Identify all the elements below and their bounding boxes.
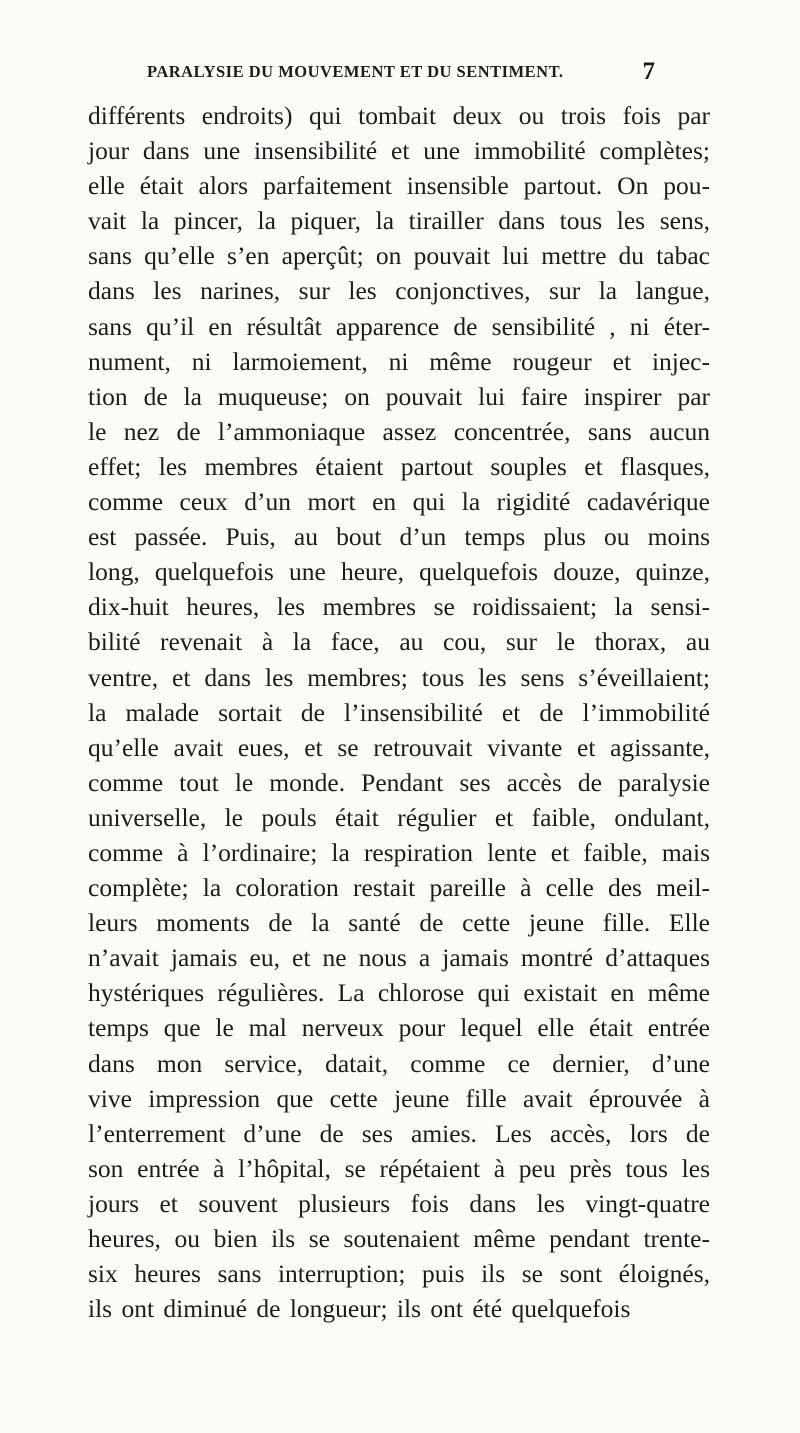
text-line: nument, ni larmoiement, ni même rougeur et injec- <box>88 346 710 376</box>
text-line: complète; la coloration restait pareille à celle des meil- <box>88 873 710 903</box>
text-line: jour dans une insensibilité et une immobilité complètes; <box>88 136 710 166</box>
text-line: comme à l’ordinaire; la respiration lente et faible, mais <box>88 837 710 867</box>
text-line: long, quelquefois une heure, quelquefois douze, quinze, <box>88 557 710 587</box>
text-line: comme tout le monde. Pendant ses accès de paralysie <box>88 767 710 797</box>
text-line: dans les narines, sur les conjonctives, sur la langue, <box>88 276 710 306</box>
text-line: sans qu’elle s’en aperçût; on pouvait lui mettre du tabac <box>88 241 710 271</box>
text-line: bilité revenait à la face, au cou, sur le thorax, au <box>88 627 710 657</box>
text-line: tion de la muqueuse; on pouvait lui faire inspirer par <box>88 381 710 411</box>
text-line: temps que le mal nerveux pour lequel elle était entrée <box>88 1013 710 1043</box>
text-line: la malade sortait de l’insensibilité et de l’immobilité <box>88 697 710 727</box>
text-line: elle était alors parfaitement insensible partout. On pou- <box>88 171 710 201</box>
text-line: effet; les membres étaient partout souples et flasques, <box>88 451 710 481</box>
text-line: qu’elle avait eues, et se retrouvait vivante et agissante, <box>88 732 710 762</box>
text-line: n’avait jamais eu, et ne nous a jamais montré d’attaques <box>88 943 710 973</box>
text-line: leurs moments de la santé de cette jeune fille. Elle <box>88 908 710 938</box>
text-line: vive impression que cette jeune fille avait éprouvée à <box>88 1083 710 1113</box>
text-line: est passée. Puis, au bout d’un temps plus ou moins <box>88 522 710 552</box>
page-number: 7 <box>642 58 655 85</box>
text-line: l’enterrement d’une de ses amies. Les accès, lors de <box>88 1118 710 1148</box>
text-line: hystériques régulières. La chlorose qui existait en même <box>88 978 710 1008</box>
text-line: son entrée à l’hôpital, se répétaient à peu près tous les <box>88 1153 710 1183</box>
running-title: PARALYSIE DU MOUVEMENT ET DU SENTIMENT. <box>147 62 564 81</box>
text-line: comme ceux d’un mort en qui la rigidité cadavérique <box>88 487 710 517</box>
text-line: ils ont diminué de longueur; ils ont été quelquefois <box>88 1294 631 1324</box>
text-line: ventre, et dans les membres; tous les sens s’éveillaient; <box>88 662 710 692</box>
text-line: jours et souvent plusieurs fois dans les vingt-quatre <box>88 1188 710 1218</box>
text-line: le nez de l’ammoniaque assez concentrée, sans aucun <box>88 416 710 446</box>
body-text <box>88 98 710 1326</box>
text-line: dans mon service, datait, comme ce dernier, d’une <box>88 1048 710 1078</box>
text-line: dix-huit heures, les membres se roidissaient; la sensi- <box>88 592 710 622</box>
text-line: heures, ou bien ils se soutenaient même pendant trente- <box>88 1224 710 1253</box>
text-line: différents endroits) qui tombait deux ou trois fois par <box>88 101 710 130</box>
text-line: vait la pincer, la piquer, la tirailler dans tous les sens, <box>88 206 710 236</box>
text-line: six heures sans interruption; puis ils se sont éloignés, <box>88 1259 710 1289</box>
text-line: universelle, le pouls était régulier et faible, ondulant, <box>88 802 710 832</box>
text-line: sans qu’il en résultât apparence de sensibilité , ni éter- <box>88 311 710 341</box>
page-header <box>147 58 655 88</box>
